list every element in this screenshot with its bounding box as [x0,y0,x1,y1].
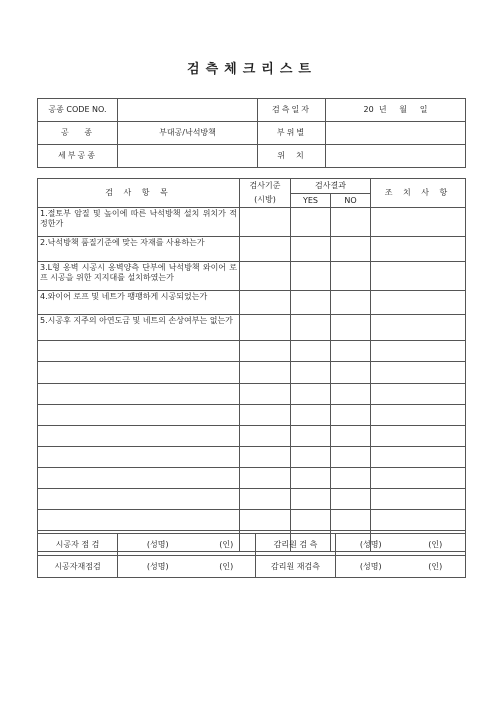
yes-cell[interactable] [291,447,331,468]
standard-cell[interactable] [240,341,291,362]
work-type-field[interactable]: 부대공/낙석방책 [118,122,258,145]
contractor-material-label: 시공자재점검 [38,556,118,578]
document-title: 검측체크리스트 [187,62,317,77]
empty-item-cell[interactable] [38,405,240,426]
checklist-item: 3.L형 옹벽 시공시 옹벽양측 단부에 낙석방책 와이어 로프 시공을 위한 지지대를 설치하였는가 [38,262,240,291]
table-row [38,384,466,405]
no-cell[interactable] [331,447,371,468]
yes-cell[interactable] [291,405,331,426]
col-header-no: NO [331,194,371,208]
yes-cell[interactable] [291,237,331,262]
no-cell[interactable] [331,489,371,510]
empty-item-cell[interactable] [38,489,240,510]
action-cell[interactable] [371,405,466,426]
table-row [38,237,466,262]
table-row [38,291,466,315]
no-cell[interactable] [331,510,371,531]
col-header-item: 검 사 항 목 [38,179,240,208]
no-cell[interactable] [331,384,371,405]
checklist-item: 2.낙석방책 품질기준에 맞는 자재를 사용하는가 [38,237,240,262]
supervisor-reinspect-label: 감리원 재검측 [256,556,336,578]
checklist-item: 1.절토부 암질 및 높이에 따른 낙석방책 설치 위치가 적정한가 [38,208,240,237]
standard-cell[interactable] [240,426,291,447]
inspect-date-field[interactable]: 20 년 월 일 [326,99,466,122]
standard-cell[interactable] [240,208,291,237]
no-cell[interactable] [331,362,371,384]
checklist-item: 5.시공후 지주의 아연도금 및 네트의 손상여부는 없는가 [38,315,240,341]
action-cell[interactable] [371,237,466,262]
no-cell[interactable] [331,405,371,426]
standard-cell[interactable] [240,468,291,489]
col-header-standard-sub: (시방) [240,194,291,208]
no-cell[interactable] [331,341,371,362]
sub-work-field[interactable] [118,145,258,168]
action-cell[interactable] [371,510,466,531]
yes-cell[interactable] [291,291,331,315]
work-type-label: 공 종 [38,122,118,145]
contractor-material-name-field[interactable]: (성명) [118,556,198,578]
yes-cell[interactable] [291,510,331,531]
standard-cell[interactable] [240,447,291,468]
inspect-date-label: 검측일자 [258,99,326,122]
action-cell[interactable] [371,341,466,362]
work-code-label: 공종 CODE NO. [38,99,118,122]
signature-table [37,533,466,578]
standard-cell[interactable] [240,291,291,315]
standard-cell[interactable] [240,510,291,531]
empty-item-cell[interactable] [38,384,240,405]
standard-cell[interactable] [240,237,291,262]
header-table [37,98,466,168]
col-header-result: 검사결과 [291,179,371,194]
empty-item-cell[interactable] [38,447,240,468]
yes-cell[interactable] [291,362,331,384]
action-cell[interactable] [371,262,466,291]
table-row [38,262,466,291]
yes-cell[interactable] [291,315,331,341]
empty-item-cell[interactable] [38,468,240,489]
action-cell[interactable] [371,291,466,315]
no-cell[interactable] [331,237,371,262]
table-row [38,341,466,362]
no-cell[interactable] [331,426,371,447]
checklist-item: 4.와이어 로프 및 네트가 팽팽하게 시공되었는가 [38,291,240,315]
checklist-table [37,178,466,552]
table-row [38,405,466,426]
action-cell[interactable] [371,384,466,405]
empty-item-cell[interactable] [38,426,240,447]
contractor-inspect-name-field[interactable]: (성명) [118,534,198,556]
action-cell[interactable] [371,426,466,447]
yes-cell[interactable] [291,208,331,237]
empty-item-cell[interactable] [38,341,240,362]
no-cell[interactable] [331,468,371,489]
sub-work-label: 세부공종 [38,145,118,168]
yes-cell[interactable] [291,384,331,405]
yes-cell[interactable] [291,489,331,510]
empty-item-cell[interactable] [38,362,240,384]
supervisor-inspect-label: 감리원 검 측 [256,534,336,556]
standard-cell[interactable] [240,489,291,510]
no-cell[interactable] [331,291,371,315]
position-field[interactable] [326,145,466,168]
action-cell[interactable] [371,468,466,489]
standard-cell[interactable] [240,262,291,291]
table-row [38,489,466,510]
table-row [38,447,466,468]
contractor-inspect-label: 시공자 점 검 [38,534,118,556]
yes-cell[interactable] [291,468,331,489]
standard-cell[interactable] [240,384,291,405]
action-cell[interactable] [371,208,466,237]
yes-cell[interactable] [291,426,331,447]
col-header-yes: YES [291,194,331,208]
location-label: 부위별 [258,122,326,145]
action-cell[interactable] [371,362,466,384]
table-row [38,315,466,341]
position-label: 위 치 [258,145,326,168]
no-cell[interactable] [331,315,371,341]
empty-item-cell[interactable] [38,510,240,531]
no-cell[interactable] [331,262,371,291]
table-row [38,426,466,447]
work-code-field[interactable] [118,99,258,122]
col-header-standard: 검사기준 [240,179,291,194]
table-row [38,362,466,384]
action-cell[interactable] [371,447,466,468]
standard-cell[interactable] [240,362,291,384]
table-row [38,208,466,237]
action-cell[interactable] [371,489,466,510]
supervisor-reinspect-name-field[interactable]: (성명) [336,556,406,578]
supervisor-inspect-name-field[interactable]: (성명) [336,534,406,556]
yes-cell[interactable] [291,341,331,362]
standard-cell[interactable] [240,405,291,426]
table-row [38,468,466,489]
supervisor-inspect-seal[interactable]: (인) [406,534,466,556]
action-cell[interactable] [371,315,466,341]
yes-cell[interactable] [291,262,331,291]
supervisor-reinspect-seal[interactable]: (인) [406,556,466,578]
col-header-action: 조 치 사 항 [371,179,466,208]
location-field[interactable] [326,122,466,145]
contractor-inspect-seal[interactable]: (인) [198,534,256,556]
no-cell[interactable] [331,208,371,237]
standard-cell[interactable] [240,315,291,341]
contractor-material-seal[interactable]: (인) [198,556,256,578]
table-row [38,510,466,531]
